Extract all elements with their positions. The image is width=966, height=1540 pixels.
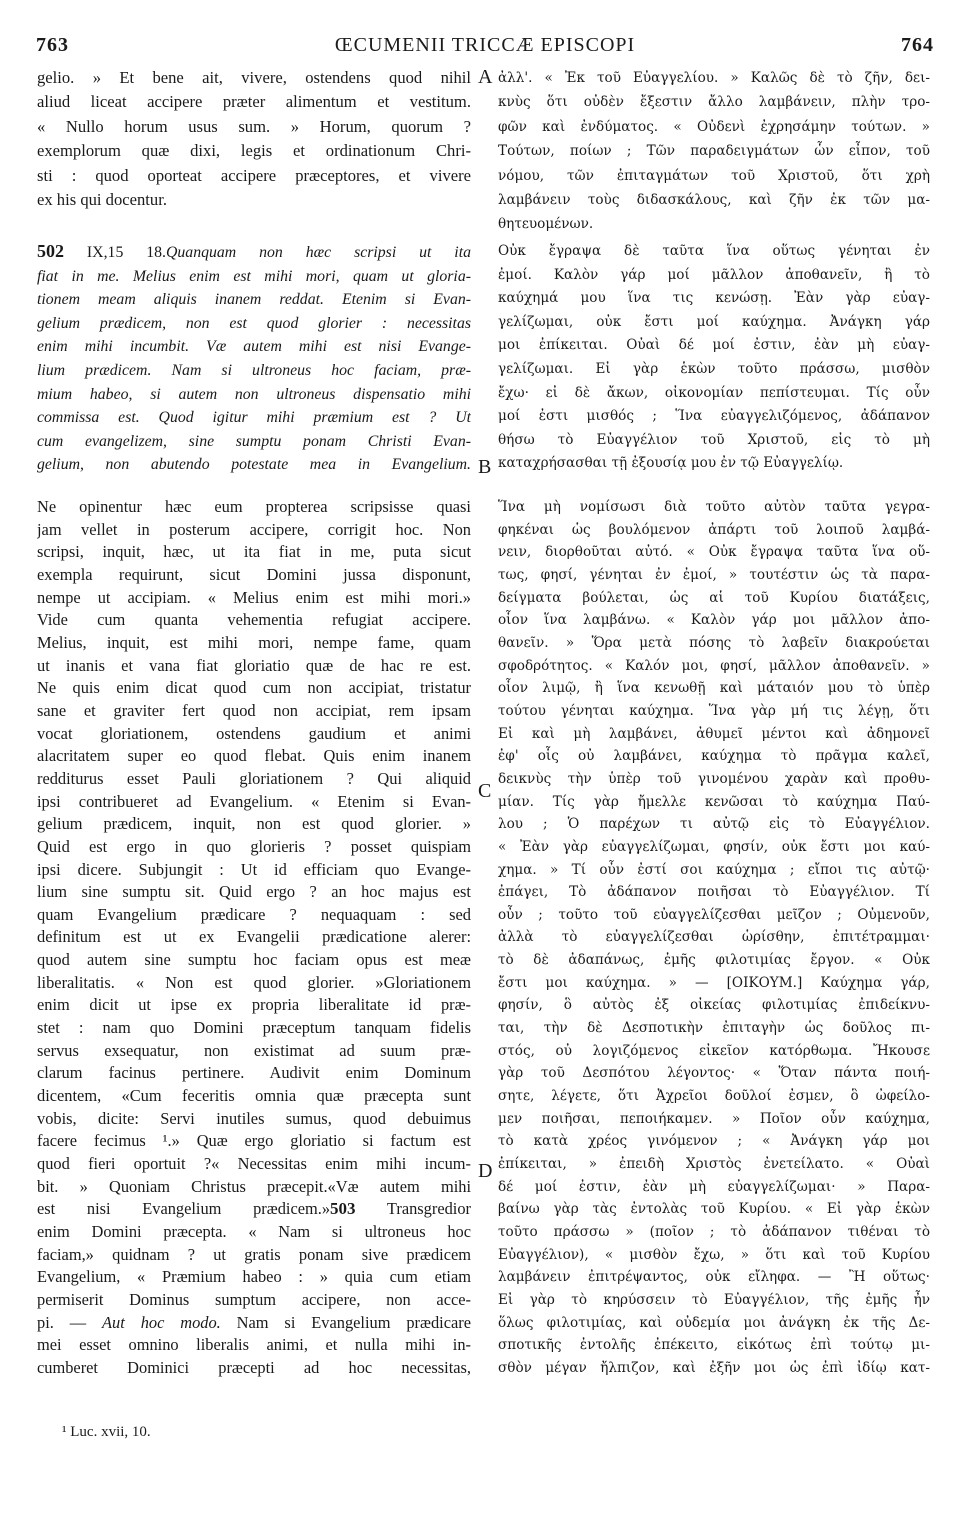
latin-line: vobis, dicite: Servi inutiles sumus, quod debuimus [37,1108,471,1128]
latin-line: facere fecimus ¹.» Quæ ergo gloriatio si factum est [37,1131,471,1151]
latin-line: cumberet Dominici præcepti ad hoc necessitas, [37,1357,471,1377]
greek-line: τούτου γένηται καύχημα. Ἵνα γὰρ μή τις λέγῃ, ὅτι [498,702,930,719]
greek-line: φηκέναι ὡς βουλόμενον ἀπάρτι τοῦ λοιποῦ λαμβά- [498,521,930,538]
page-header [36,34,934,60]
greek-line: γὰρ τοῦ Δεσπότου λέγοντος· « Ὅταν πάντα ποιή- [498,1065,930,1082]
greek-line: λαμβάνειν τοὺς διδασκάλους, καὶ ζῆν ἐκ τῶν μα- [498,192,930,209]
latin-scripture-line: gelium prædicem, non est quod glorier : necessitas [37,314,471,332]
greek-line: νόμου, τῶν ἐπιταγμάτων τοῦ Χριστοῦ, ὅτι χρὴ [498,167,930,184]
greek-line: ἀλλ'. « Ἐκ τοῦ Εὐαγγελίου. » Καλῶς δὲ τὸ ζῆν, δει- [498,70,930,86]
greek-line: ἔστι μοι καύχημα. » — [ΟΙΚΟΥΜ.] Καύχημα γάρ, [498,974,930,991]
greek-line: ἀλλὰ τὸ εὐαγγελίζεσθαι ὡρίσθην, ἐπιτέτραμμαι· [498,929,930,946]
greek-line: βαίνω γὰρ τὰς ἐντολὰς τοῦ Κυρίου. « Εἰ γὰρ ἑκὼν [498,1201,930,1218]
greek-line: δείγματα βούλεται, ὡς αἱ τοῦ Κυρίου διατάξεις, [498,589,930,606]
latin-line: scripsi, inquit, hæc, ut ita fiat in me, puta sicut [37,542,471,562]
latin-line: liberalitatis. « Non est quod glorier. »Gloriationem [37,972,471,992]
latin-line: exemplorum quæ dixi, legis et ordinationum Chri- [37,141,471,161]
greek-line: ὅλως φιλοτιμίας, καὶ οὐδεμία μοι ἀνάγκη ἐκ τῆς Δε- [498,1314,930,1331]
greek-line: θητευομένων. [498,216,594,233]
latin-line: mei esset omnino liberalis animi, et nulla mihi in- [37,1335,471,1355]
latin-line: stet : nam quo Domini præceptum tanquam fidelis [37,1018,471,1038]
latin-line: enim Domini præcepta. « Nam si ultroneus hoc [37,1222,471,1241]
greek-line: φῶν καὶ ἐνδύματος. « Οὐδενὶ ἐχρησάμην τούτων. » [498,118,930,135]
margin-letter-d: D [478,1160,493,1182]
latin-scripture-line: fiat in me. Melius enim est mihi mori, quam ut gloria- [37,267,471,285]
latin-scripture-passage [37,240,471,477]
latin-line: lium sine sumptu sit. Quid ergo ? an hoc majus est [37,882,471,902]
greek-line: γελίζωμαι. Εἰ γὰρ ἑκὼν τοῦτο πράσσω, μισθὸν [498,360,930,377]
greek-line: Εὐαγγέλιον), « μισθὸν ἔχω, » ὅτι καὶ τοῦ Κυρίου [498,1246,930,1263]
latin-line: vocat gloriationem, ostendens gaudium et animi [37,723,471,743]
greek-top-passage [498,66,930,237]
greek-line: ἐπάγει, Τὸ ἀδάπανον ποιῆσαι τὸ Εὐαγγέλιον. Τί [498,884,930,901]
latin-line: Quid est ergo in quo glorieris ? posset quispiam [37,836,471,856]
latin-commentary [37,496,471,1380]
latin-line: clarum facinus pertinere. Audivit enim Dominum [37,1063,471,1083]
italic-phrase: Aut hoc modo. [102,1312,221,1332]
greek-line: σητε, λέγετε, ὅτι Ἀχρεῖοι δοῦλοί ἐσμεν, ὃ ὠφείλο- [498,1088,930,1105]
latin-line: bit. » Quoniam Christus præcepit.«Væ autem mihi [37,1176,471,1196]
greek-scripture-passage [498,240,930,476]
latin-line: nempe ut accipiam. « Melius enim est mihi mori.» [37,587,471,607]
greek-line: θανεῖν. » Ὅρα μετὰ πόσης τὸ λαβεῖν διακρούεται [498,634,930,651]
latin-line: permiserit Dominus sumptum accipere, non acce- [37,1289,471,1309]
greek-line: μεν ποιῆσαι, πεποιήκαμεν. » Ποῖον οὖν καύχημα, [498,1110,930,1127]
greek-line: τὸ κατὰ χρέος γινόμενον ; « Ἀνάγκη γάρ μοι [498,1133,930,1150]
page-number-left: 763 [36,34,69,56]
greek-line: Τούτων, ποίων ; Τῶν παραδειγμάτων ὧν εἶπον, τοῦ [498,143,930,160]
greek-line: καύχημά μου ἵνα τις κενώσῃ. Ἐὰν γὰρ εὐαγ- [498,290,930,307]
greek-line: φησίν, ὃ αὐτὸς ἐξ οἰκείας φιλοτιμίας ἐπιδείκνυ- [498,997,930,1014]
latin-line: ex his qui docentur. [37,190,167,210]
greek-line: ἐμοί. Καλὸν γάρ μοί μᾶλλον ἀποθανεῖν, ἢ τὸ [498,266,930,283]
latin-line: gelium prædicem, inquit, non est quod glorier. » [37,814,471,834]
greek-line: τοῦτο πράσσω » (ποῖον ; τὸ ἀδάπανον τιθέναι τὸ [498,1224,930,1240]
latin-line: Vide cum quanta vehementia refugiat accipere. [37,610,471,630]
latin-line: exempla requirunt, sicut Domini jussa disponunt, [37,564,471,584]
greek-line: οἷον ἵνα λαμβάνω. « Καλὸν γάρ μοι μᾶλλον ἀπο- [498,612,930,629]
greek-line: Ἵνα μὴ νομίσωσι διὰ τοῦτο αὐτὸν ταῦτα γεγρα- [498,499,930,515]
latin-line: quod autem sine sumptu hoc faciam opus est meæ [37,950,471,970]
greek-line: στός, οὐ λογιζόμενος εἰκεῖον κατόρθωμα. Ἤκουσε [498,1042,930,1059]
latin-line: ipsi contribueret ad Evangelium. « Etenim si Evan- [37,791,471,811]
latin-line: aliud liceat accipere præter alimentum et vestitum. [37,92,471,112]
latin-line: alacritatem super eo quod flebat. Quis enim inanem [37,746,471,766]
scripture-text: Quanquam non hæc scripsi ut ita [166,244,471,261]
latin-line: est nisi Evangelium prædicem.»503 Transgredior [37,1199,471,1219]
margin-letter-a: A [478,66,493,88]
greek-line: ἐφ' οἷς οὐ λαμβάνει, καύχημα τὸ πρᾶγμα καλεῖ, [498,748,930,765]
greek-line: δεικνὺς τὴν ὑπὲρ τοῦ γινομένου χαρὰν καὶ προθυ- [498,770,930,787]
latin-line: Evangelium, « Præmium habeo : » quia cum etiam [37,1267,471,1287]
latin-scripture-line: gelium, non abutendo potestate mea in Evangelium. [37,456,471,474]
latin-line: ut inanis et vana fiat gloriatio quæ de hac re est. [37,655,471,675]
greek-line: τὸ δὲ ἀδαπάνως, ἐμῆς φιλοτιμίας ἔργον. « Οὐκ [498,952,930,969]
greek-line: Εἰ γὰρ τὸ κηρύσσειν τὸ Εὐαγγέλιον, τῆς ἐμῆς ἦν [498,1291,930,1308]
latin-line: « Nullo horum usus sum. » Horum, quorum ? [37,116,471,136]
greek-commentary [498,496,930,1380]
greek-line: Οὐκ ἔγραψα δὲ ταῦτα ἵνα οὕτως γένηται ἐν [498,243,930,259]
latin-line: dicentem, «Cum feceritis omnia quæ præcepta sunt [37,1086,471,1106]
latin-line: faciam,» quidnam ? ut gratis ponam sive prædicem [37,1244,471,1264]
latin-line: redditurus esset Pauli gloriationem ? Qui aliquid [37,768,471,788]
latin-scripture-line: mium habeo, si autem non ultroneus dispensatio mihi [37,385,471,403]
greek-line: θήσω τὸ Εὐαγγέλιον τοῦ Χριστοῦ, εἰς τὸ μὴ [498,431,930,448]
latin-scripture-line: cum evangelizem, sine sumptu ponam Christi Evan- [37,432,471,450]
greek-line: μοί ἐστι μισθός ; Ἵνα εὐαγγελιζόμενος, ἀδάπανον [498,408,930,425]
latin-scripture-line: commissa est. Quod igitur mihi præmium est ? Ut [37,409,471,427]
page-number-right: 764 [901,34,934,56]
footnote: ¹ Luc. xvii, 10. [62,1424,151,1440]
greek-line: μοι ἐπίκειται. Οὐαὶ δέ μοί ἐστιν, ἐὰν μὴ εὐαγ- [498,337,930,354]
greek-line: οἷον λιμῷ, ἢ ἵνα κενωθῇ καὶ μάταιόν μου τὸ ὑπὲρ [498,680,930,697]
latin-line: Ne quis enim dicat quod cum non accipiat, tristatur [37,678,471,698]
margin-letter-c: C [478,780,492,802]
greek-line: σποτικῆς ἐντολῆς ἐπέκειτο, εἰκότως ἐπὶ τούτῳ μι- [498,1337,930,1354]
latin-line: sti : quod oporteat accipere præceptores, et vivere [37,165,471,185]
verse-reference: IX,15 18. [86,244,166,261]
greek-line: κνὺς ὅτι οὐδὲν ἔξεστιν ἄλλο λαμβάνειν, πλὴν τρο- [498,94,930,111]
greek-line: νειν, διορθοῦται αὐτό. « Οὐκ ἔγραψα ταῦτα ἵνα οὕ- [498,544,930,561]
latin-line: Melius, inquit, est mihi mori, nempe fame, quam [37,632,471,652]
greek-line: δέ μοί ἐστιν, ἐὰν μὴ εὐαγγελίζωμαι· » Παρα- [498,1178,930,1195]
greek-line: λαμβάνειν ἐπιτρέψαντος, οὐκ εἴληφα. — Ἢ οὕτως· [498,1269,930,1286]
latin-line: gelio. » Et bene ait, vivere, ostendens quod nihil [37,68,471,87]
latin-line: enim dicit ut ipse ex propria liberalitate id præ- [37,995,471,1015]
greek-line: χημα. » Τί οὖν ἐστί σοι καύχημα ; εἴποι τις αὐτῷ· [498,861,930,878]
latin-scripture-line: enim mihi incumbit. Væ autem mihi est nisi Evange- [37,338,471,356]
column-number: 503 [330,1199,356,1219]
latin-line: jam vellet in posterum accipere, corrigit hoc. Non [37,519,471,539]
latin-line: pi. — Aut hoc modo. Nam si Evangelium prædicare [37,1312,471,1332]
latin-line: servus exsequatur, non existimat ad suum præ- [37,1040,471,1060]
greek-line: μίαν. Τίς γὰρ ἤμελλε κενῶσαι τὸ καύχημα Παύ- [498,793,930,810]
greek-line: σθὸν μέγαν ἤλπιζον, καὶ ἐξῆν μοι ὡς ἐπὶ ἰδίῳ κατ- [498,1359,930,1376]
latin-line: Ne opinentur hæc eum propterea scripsisse quasi [37,497,471,516]
latin-line: sane et graviter fert quod non accipiat, rem ipsam [37,700,471,720]
greek-line: ται, τὴν δὲ Δεσποτικὴν ἐπιταγὴν ὡς δοῦλος πι- [498,1020,930,1037]
greek-line: σφοδρότητος. « Καλόν μοι, φησί, μᾶλλον ἀποθανεῖν. » [498,657,930,674]
greek-line: οὖν ; τοῦτο τοῦ εὐαγγελίζεσθαι μεῖζον ; Οὐμενοῦν, [498,906,930,923]
latin-line: ipsi dicere. Subjungit : Ut id efficiam quo Evange- [37,859,471,879]
latin-line: quam Evangelium prædicare ? nequaquam : sed [37,904,471,924]
greek-line: καταχρήσασθαι τῇ ἐξουσίᾳ μου ἐν τῷ Εὐαγγελίῳ. [498,455,844,472]
greek-line: λου ; Ὁ παρέχων τι αὐτῷ εἰς τὸ Εὐαγγέλιον. [498,816,930,833]
latin-top-passage [37,66,471,212]
greek-line: ἐπίκειται, » ἐπειδὴ Χριστὸς ἐνετείλατο. « Οὐαὶ [498,1156,930,1173]
latin-scripture-line: tionem meam aliquis inanem reddat. Etenim si Evan- [37,291,471,309]
margin-letter-b: B [478,456,492,478]
greek-line: τως, φησί, γένηται ἐν ἐμοί, » τουτέστιν ὡς τὰ παρα- [498,566,930,583]
column-number: 502 [37,241,64,261]
latin-scripture-line: lium prædicem. Nam si ultroneus hoc faciam, præ- [37,361,471,379]
greek-line: « Ἐὰν γὰρ εὐαγγελίζωμαι, φησίν, οὐκ ἔστι μοι καύ- [498,838,930,855]
greek-line: ἔχω· εἰ δὲ ἄκων, οἰκονομίαν πεπίστευμαι. Τίς οὖν [498,384,930,401]
latin-line: definitum est ut ex Evangelii prædicatione alerer: [37,927,471,947]
greek-line: γελίζωμαι, οὐκ ἔστι μοί καύχημα. Ἀνάγκη γάρ [498,313,930,330]
greek-line: Εἰ καὶ μὴ λαμβάνει, ἀθυμεῖ μέντοι καὶ ἀδημονεῖ [498,725,930,742]
running-title: ŒCUMENII TRICCÆ EPISCOPI [334,34,636,56]
latin-line: quod fieri oportuit ?« Necessitas enim mihi incum- [37,1154,471,1174]
latin-scripture-line [37,240,471,265]
